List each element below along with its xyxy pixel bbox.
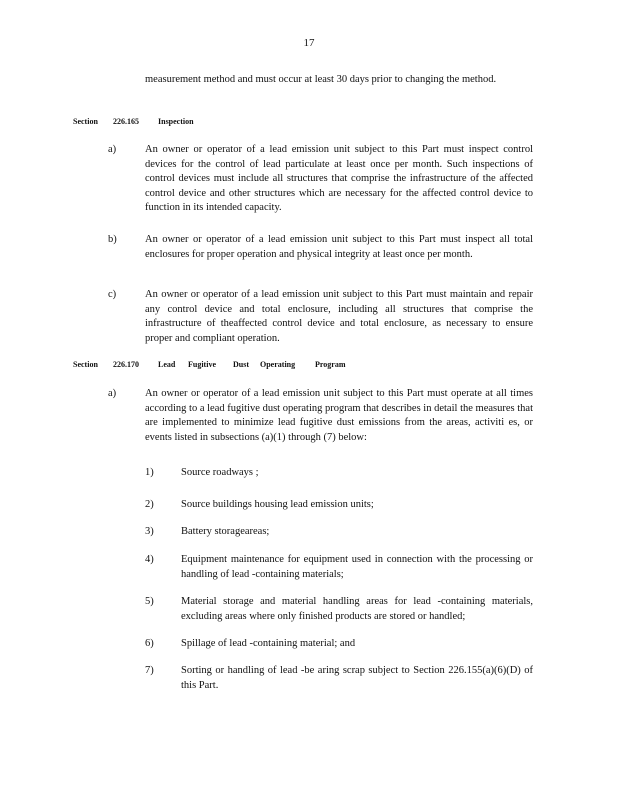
item-number: 4) <box>145 554 154 565</box>
paragraph-label: b) <box>108 234 117 245</box>
item-text: Spillage of lead -containing material; and <box>181 638 356 649</box>
paragraph-label: a) <box>108 388 117 399</box>
item-number: 6) <box>145 638 154 649</box>
paragraph-text: An owner or operator of a lead emission unit subject to this Part must inspect control devices for the control of lead particulate at least once per month. Such inspections of control devices must include all structures that comprise the infrastructure of the affected control device and other structures which are necessary for the affected control device to function in its intended capacity. <box>145 144 533 213</box>
section-number: 226.165 <box>113 117 139 126</box>
item-number: 1) <box>145 467 154 478</box>
item-number: 2) <box>145 499 154 510</box>
section-title-word: Operating <box>260 360 296 369</box>
section-title-word: Dust <box>233 360 250 369</box>
item-number: 5) <box>145 596 154 607</box>
section-word: Section <box>73 360 98 369</box>
item-number: 3) <box>145 526 154 537</box>
item-text: Sorting or handling of lead -be aring scrap subject to Section 226.155(a)(6)(D) of this Part. <box>181 665 533 691</box>
section-title-word: Fugitive <box>188 360 216 369</box>
continuation-text: measurement method and must occur at least 30 days prior to changing the method. <box>145 74 497 85</box>
section-number: 226.170 <box>113 360 139 369</box>
section-title-word: Program <box>315 360 346 369</box>
section-word: Section <box>73 117 98 126</box>
item-text: Equipment maintenance for equipment used in connection with the processing or handling of lead -containing materials; <box>181 554 533 580</box>
item-text: Material storage and material handling areas for lead -containing materials, excluding areas where only finished products are stored or handled; <box>181 596 533 622</box>
item-text: Source buildings housing lead emission units; <box>181 499 374 510</box>
paragraph-text: An owner or operator of a lead emission unit subject to this Part must operate at all times according to a lead fugitive dust operating program that describes in detail the measures that are implemented to minimize lead fugitive dust emissions from the areas, activiti es, or events listed in subsections (a)(1) through (7) below: <box>145 388 533 443</box>
item-text: Battery storageareas; <box>181 526 270 537</box>
section-title-word: Lead <box>158 360 176 369</box>
paragraph-label: c) <box>108 289 117 300</box>
paragraph-text: An owner or operator of a lead emission unit subject to this Part must inspect all total enclosures for proper operation and physical integrity at least once per month. <box>145 234 533 260</box>
item-text: Source roadways ; <box>181 467 259 478</box>
paragraph-label: a) <box>108 144 117 155</box>
paragraph-text: An owner or operator of a lead emission unit subject to this Part must maintain and repair any control device and total enclosure, including all structures that comprise the infrastructure of theaffected control device and total enclosure, as necessary to ensure proper and compliant operation. <box>145 289 533 344</box>
item-number: 7) <box>145 665 154 676</box>
section-title: Inspection <box>158 117 194 126</box>
page-number: 17 <box>303 37 315 49</box>
